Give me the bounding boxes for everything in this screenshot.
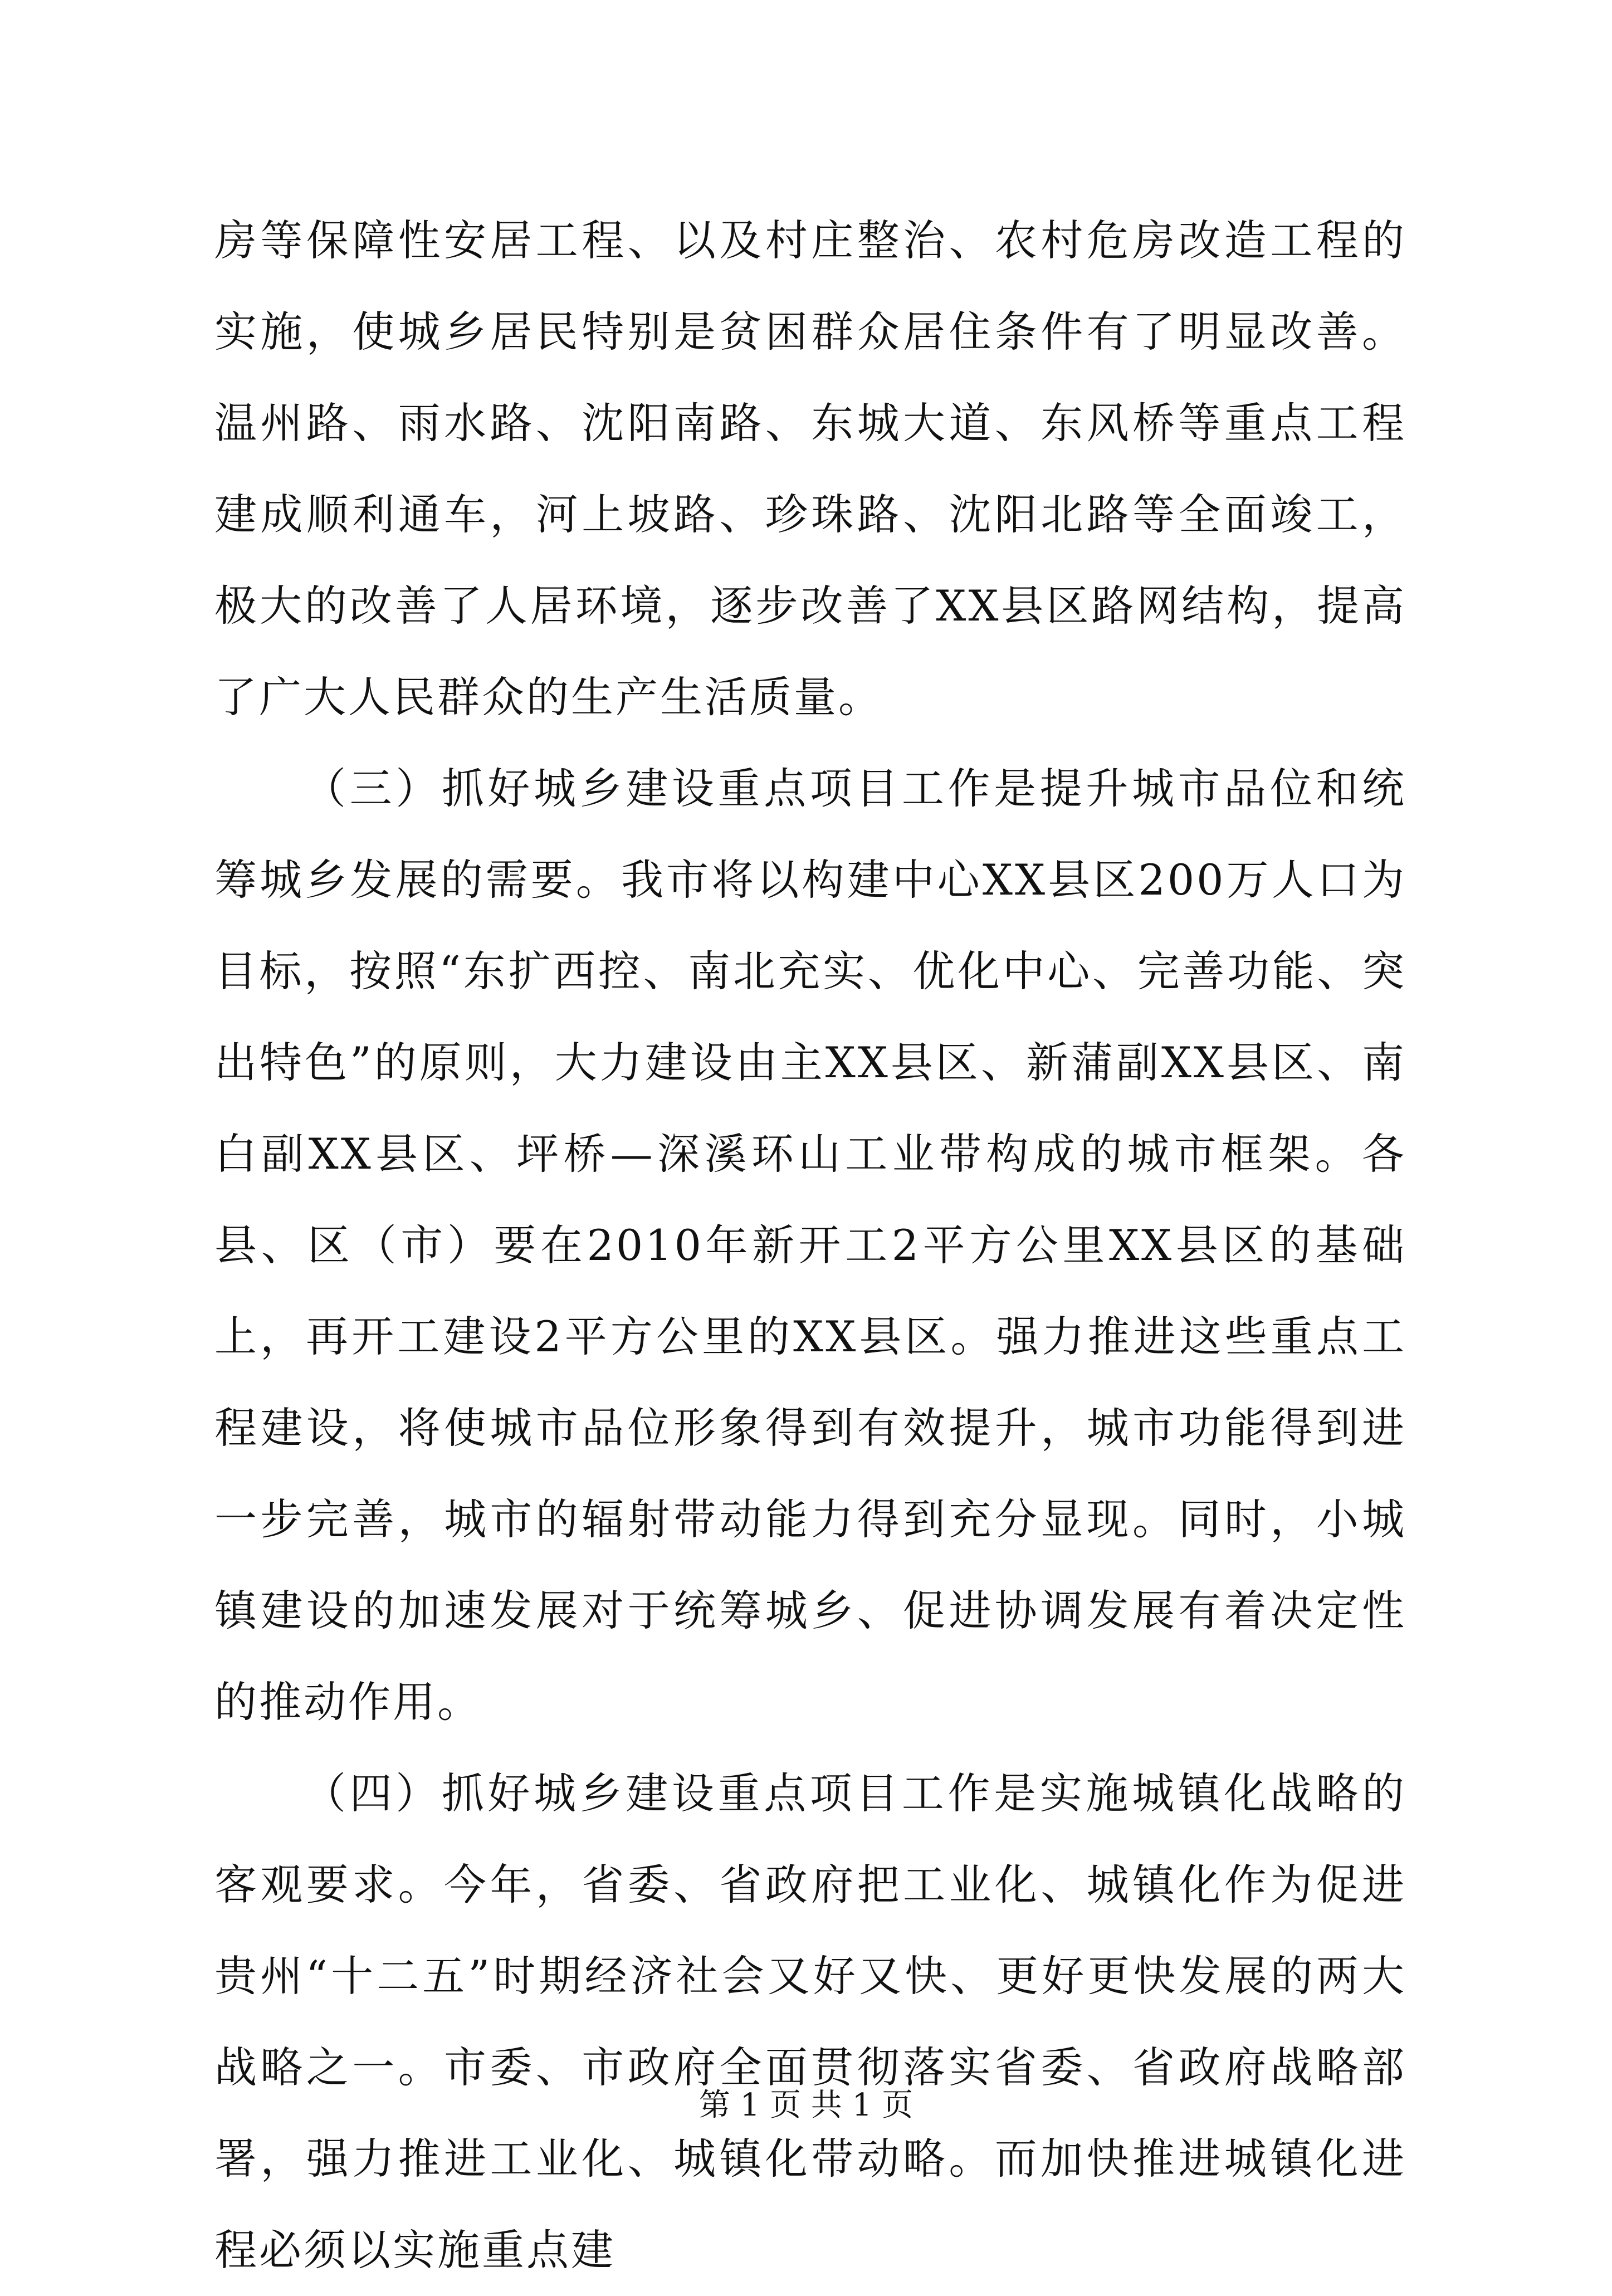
paragraph-1: 房等保障性安居工程、以及村庄整治、农村危房改造工程的实施，使城乡居民特别是贫困群众居住条件有了明显改善。温州路、雨水路、沈阳南路、东城大道、东风桥等重点工程建成顺利通车，河上坡路、珍珠路、沈阳北路等全面竣工，极大的改善了人居环境，逐步改善了XX县区路网结构，提高了广大人民群众的生产生活质量。	[214, 216, 1406, 722]
page-footer	[0, 2083, 1612, 2128]
paragraph-2: （三）抓好城乡建设重点项目工作是提升城市品位和统筹城乡发展的需要。我市将以构建中心XX县区200万人口为目标，按照“东扩西控、南北充实、优化中心、完善功能、突出特色”的原则，大力建设由主XX县区、新蒲副XX县区、南白副XX县区、坪桥—深溪环山工业带构成的城市框架。各县、区（市）要在2010年新开工2平方公里XX县区的基础上，再开工建设2平方公里的XX县区。强力推进这些重点工程建设，将使城市品位形象得到有效提升，城市功能得到进一步完善，城市的辐射带动能力得到充分显现。同时，小城镇建设的加速发展对于统筹城乡、促进协调发展有着决定性的推动作用。	[214, 764, 1406, 1727]
document-body	[214, 195, 1406, 2296]
page-number-label: 第 1 页 共 1 页	[698, 2087, 914, 2123]
paragraph-3: （四）抓好城乡建设重点项目工作是实施城镇化战略的客观要求。今年，省委、省政府把工业化、城镇化作为促进贵州“十二五”时期经济社会又好又快、更好更快发展的两大战略之一。市委、市政府全面贯彻落实省委、省政府战略部署，强力推进工业化、城镇化带动略。而加快推进城镇化进程必须以实施重点建	[214, 1769, 1406, 2275]
